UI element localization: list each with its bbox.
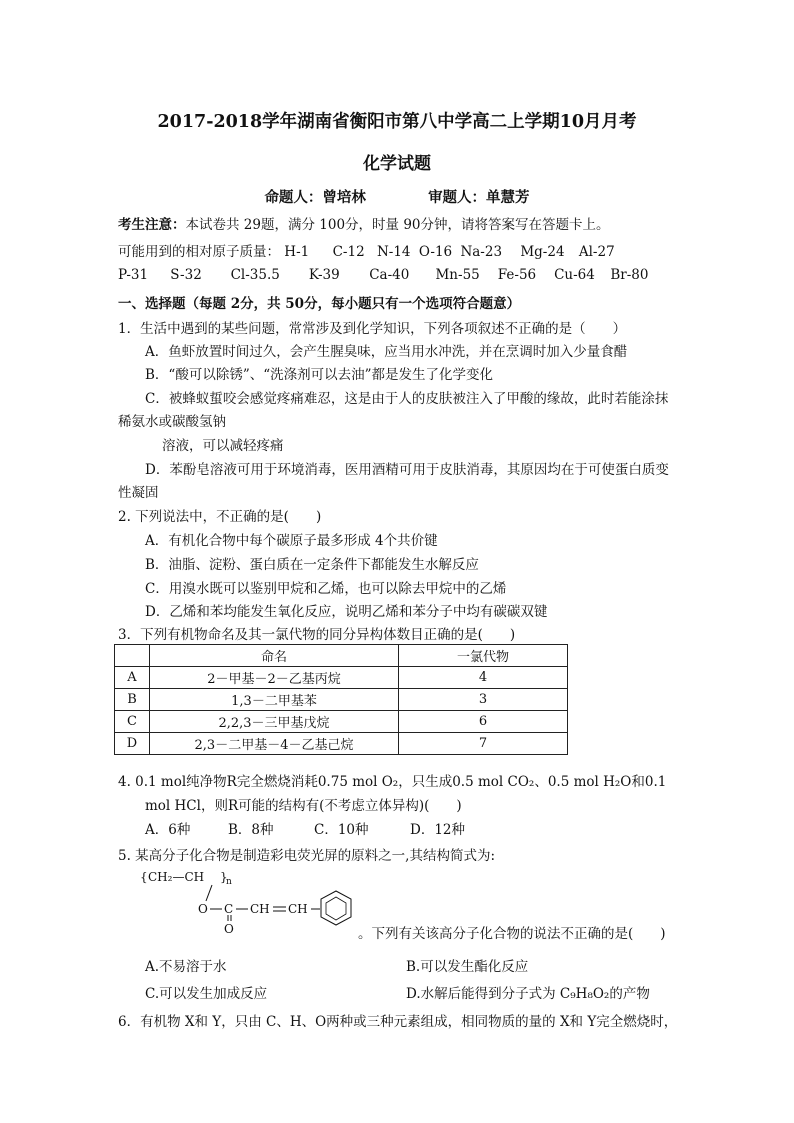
table-row <box>115 711 568 733</box>
benzene-inner <box>326 897 346 920</box>
notice-text: 本试卷共 29题，满分 100分，时量 90分钟，请将答案写在答题卡上。 <box>185 217 610 233</box>
table-cell: 2,2,3－三甲基戊烷 <box>150 711 399 733</box>
section-heading: 一、选择题（每题 2分，共 50分，每小题只有一个选项符合题意） <box>118 296 521 312</box>
q6-stem: 6．有机物 X和 Y，只由 C、H、O两种或三种元素组成，相同物质的量的 X和 Y完全燃烧时， <box>118 1014 678 1030</box>
mass-item: H-1 <box>284 244 310 260</box>
structure-o2: O <box>224 922 234 936</box>
q4-option-b: B．8种 <box>228 822 274 838</box>
q1-option-d-cont: 性凝固 <box>118 485 159 501</box>
q4-stem-cont: mol HCl，则R可能的结构有(不考虑立体异构)( ) <box>145 798 462 814</box>
bond-line <box>206 885 212 901</box>
q3-stem: 3．下列有机物命名及其一氯代物的同分异构体数目正确的是( ) <box>118 627 516 643</box>
atomic-mass-row-1 <box>118 240 615 260</box>
structure-c: C <box>224 902 234 916</box>
structure-o: O <box>198 902 208 916</box>
mass-item: C-12 <box>332 244 365 260</box>
q2-stem: 2. 下列说法中，不正确的是( ) <box>118 509 322 525</box>
mass-item: Cu-64 <box>554 267 595 283</box>
setter-name: 命题人：曾培林 <box>264 189 366 206</box>
mass-item: Na-23 <box>460 244 503 260</box>
polymer-structure-diagram <box>140 867 360 937</box>
table-cell: 2,3－二甲基－4－乙基己烷 <box>150 733 399 755</box>
bracket-open: { <box>140 870 148 884</box>
table-cell: 7 <box>399 733 568 755</box>
mass-item: P-31 <box>118 267 149 283</box>
table-cell: A <box>115 667 150 689</box>
mass-item: Cl-35.5 <box>230 267 280 283</box>
q5-option-c: C.可以发生加成反应 <box>145 986 268 1002</box>
q5-option-b: B.可以发生酯化反应 <box>406 959 529 975</box>
q4-option-c: C．10种 <box>314 822 369 838</box>
q2-option-a: A．有机化合物中每个碳原子最多形成 4个共价键 <box>145 533 438 549</box>
q1-option-c-cont2: 溶液，可以减轻疼痛 <box>162 438 284 454</box>
bracket-close: } <box>220 870 228 884</box>
q5-option-a: A.不易溶于水 <box>145 959 227 975</box>
mass-item: O-16 <box>418 244 453 260</box>
authors-line <box>0 186 794 207</box>
q2-option-d: D．乙烯和苯均能发生氧化反应，说明乙烯和苯分子中均有碳碳双键 <box>145 604 548 620</box>
notice-line <box>118 213 610 233</box>
table-cell: 6 <box>399 711 568 733</box>
q1-option-d: D．苯酚皂溶液可用于环境消毒，医用酒精可用于皮肤消毒，其原因均在于可使蛋白质变 <box>145 462 669 478</box>
mass-item: S-32 <box>170 267 202 283</box>
mass-item: Mn-55 <box>435 267 480 283</box>
mass-item: K-39 <box>308 267 340 283</box>
q2-option-c: C．用溴水既可以鉴别甲烷和乙烯，也可以除去甲烷中的乙烯 <box>145 581 507 597</box>
q4-stem: 4. 0.1 mol纯净物R完全燃烧消耗0.75 mol O₂，只生成0.5 mol CO₂、0.5 mol H₂O和0.1 <box>118 774 667 790</box>
atomic-mass-row-2 <box>118 267 649 283</box>
mass-item: N-14 <box>376 244 411 260</box>
q3-table <box>114 644 568 755</box>
notice-label: 考生注意： <box>118 217 186 233</box>
q2-option-b: B．油脂、淀粉、蛋白质在一定条件下都能发生水解反应 <box>145 557 479 573</box>
table-header-row <box>115 645 568 667</box>
mass-item: Ca-40 <box>369 267 410 283</box>
table-cell: 4 <box>399 667 568 689</box>
page-title: 2017-2018学年湖南省衡阳市第八中学高二上学期10月月考 <box>157 112 637 132</box>
table-header-cell <box>115 645 150 667</box>
table-row <box>115 689 568 711</box>
q4-option-d: D．12种 <box>410 822 466 838</box>
q5-option-d: D.水解后能得到分子式为 C₉H₈O₂的产物 <box>406 986 650 1002</box>
structure-backbone: CH₂—CH <box>148 870 205 884</box>
q4-option-a: A．6种 <box>145 822 191 838</box>
table-cell: D <box>115 733 150 755</box>
q1-option-b: B．“酸可以除锈”、“洗涤剂可以去油”都是发生了化学变化 <box>145 367 494 383</box>
q1-stem: 1．生活中遇到的某些问题，常常涉及到化学知识，下列各项叙述不正确的是（ ） <box>118 321 627 337</box>
q1-option-a: A．鱼虾放置时间过久，会产生腥臭味，应当用水冲洗，并在烹调时加入少量食醋 <box>145 344 628 360</box>
page-subtitle: 化学试题 <box>363 154 431 174</box>
q1-option-c: C．被蜂蚁蜇咬会感觉疼痛难忍，这是由于人的皮肤被注入了甲酸的缘故，此时若能涂抹 <box>145 391 669 407</box>
table-cell: 1,3－二甲基苯 <box>150 689 399 711</box>
table-header-cell: 命名 <box>150 645 399 667</box>
reviewer-name: 审题人：单慧芳 <box>428 189 530 206</box>
table-row <box>115 667 568 689</box>
structure-n: n <box>226 877 232 887</box>
table-cell: B <box>115 689 150 711</box>
table-cell: C <box>115 711 150 733</box>
table-header-cell: 一氯代物 <box>399 645 568 667</box>
structure-ch2: CH <box>288 902 308 916</box>
atomic-mass-label: 可能用到的相对原子质量： <box>118 244 280 260</box>
q5-stem-tail: 。下列有关该高分子化合物的说法不正确的是( ) <box>358 926 666 942</box>
q5-stem: 5. 某高分子化合物是制造彩电荧光屏的原料之一,其结构简式为: <box>118 848 496 864</box>
mass-item: Br-80 <box>610 267 649 283</box>
mass-item: Mg-24 <box>520 244 565 260</box>
table-cell: 3 <box>399 689 568 711</box>
mass-item: Al-27 <box>578 244 615 260</box>
mass-item: Fe-56 <box>497 267 537 283</box>
table-cell: 2－甲基－2－乙基丙烷 <box>150 667 399 689</box>
table-row <box>115 733 568 755</box>
q1-option-c-cont: 稀氨水或碳酸氢钠 <box>118 414 226 430</box>
structure-ch1: CH <box>250 902 270 916</box>
